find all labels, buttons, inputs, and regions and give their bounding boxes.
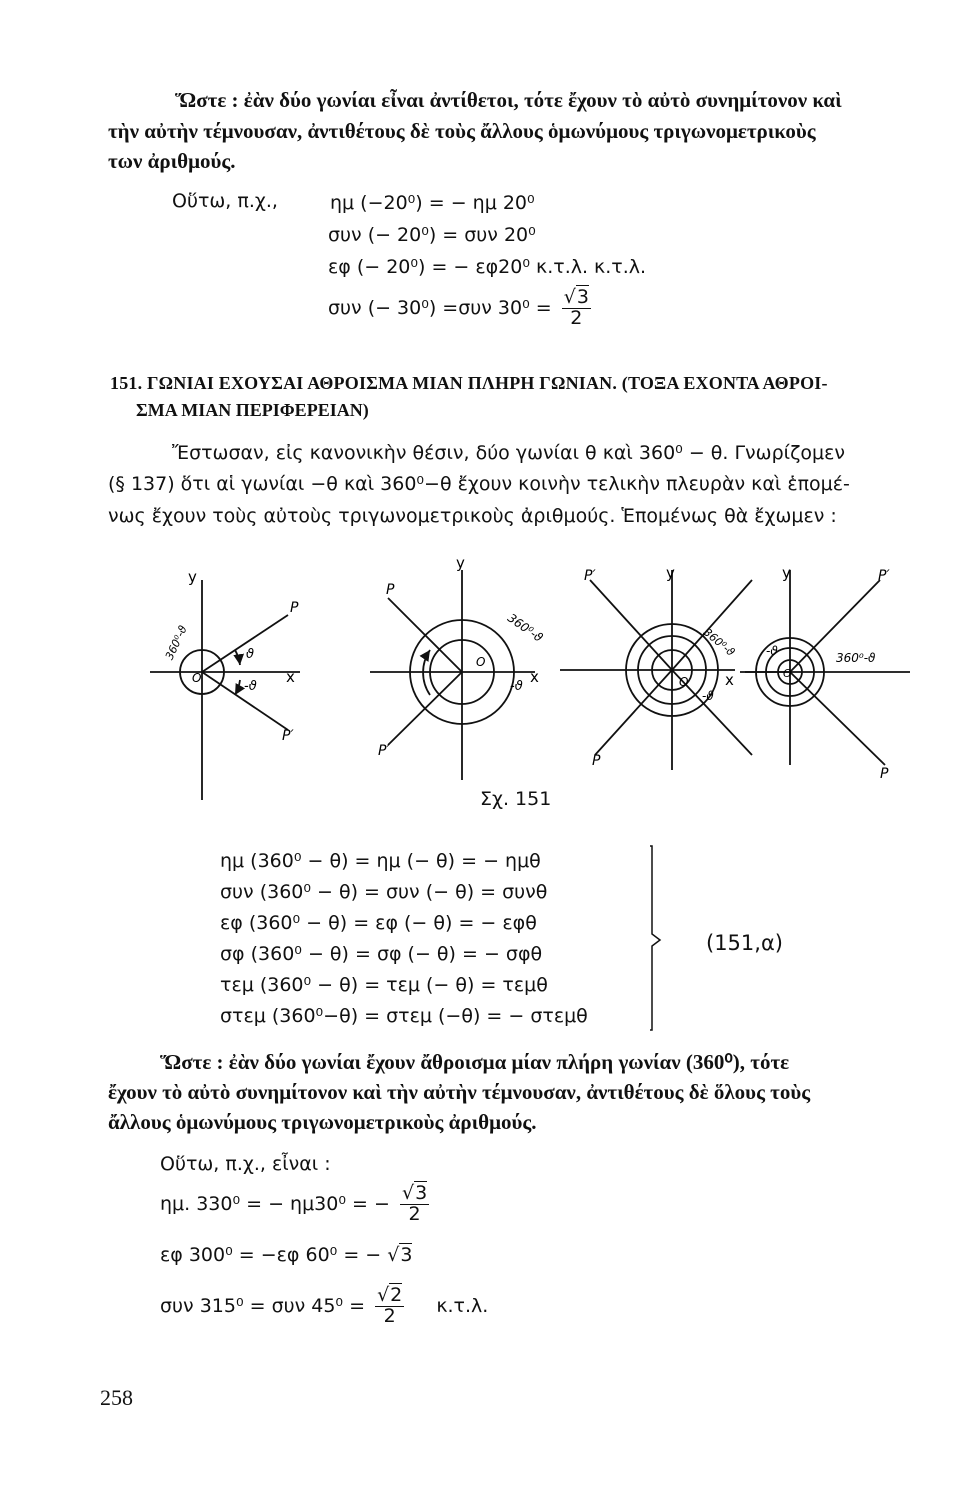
figure-caption: Σχ. 151: [480, 788, 552, 810]
panel4-o-label: O: [783, 667, 792, 680]
panel4-360-theta-label: 360⁰-ϑ: [836, 651, 876, 665]
identities-brace: [640, 842, 680, 1034]
section-para-line-1: Ἔστωσαν, εἰς κανονικὴν θέσιν, δύο γωνίαι θ καὶ 360⁰ − θ. Γνωρίζομεν: [172, 442, 846, 464]
example1-eq4-left: συν (− 30⁰) =συν 30⁰ =: [328, 296, 552, 319]
example1-eq4-num: 3: [576, 286, 589, 308]
panel2-p-prime-label: P′: [378, 743, 390, 759]
example1-eq2: συν (− 20⁰) = συν 20⁰: [328, 224, 536, 246]
panel2-p-label: P: [386, 582, 395, 598]
panel4-minus-theta-label: -ϑ: [766, 644, 778, 658]
conclusion-line-3: ἄλλους ὁμωνύμους τριγωνομετρικοὺς ἀριθμούς.: [108, 1110, 537, 1134]
panel2-minus-theta-label: -ϑ: [510, 679, 523, 694]
intro-line-3: των ἀριθμούς.: [108, 149, 236, 173]
panel1-minus-theta-label: -ϑ: [244, 679, 257, 694]
identity-row-cos: συν (360⁰ − θ) = συν (− θ) = συνθ: [220, 881, 548, 903]
example1-eq1: ημ (−20⁰) = − ημ 20⁰: [330, 192, 535, 214]
panel3-y-label: y: [666, 564, 675, 582]
example2-eq3: [160, 1286, 488, 1327]
example1-eq4-fraction: $\frac{√3}{2}$: [563, 286, 589, 329]
panel2-y-label: y: [456, 554, 465, 572]
panel3-p-prime-label: P′: [584, 568, 596, 584]
conclusion-line-2: ἔχουν τὸ αὐτὸ συνημίτονον καὶ τὴν αὐτὴν τέμνουσαν, ἀντιθέτους δὲ ὅλους τοὺς: [108, 1080, 811, 1104]
section-heading-line-1: 151. ΓΩΝΙΑΙ ΕΧΟΥΣΑΙ ΑΘΡΟΙΣΜΑ ΜΙΑΝ ΠΛΗΡΗ ΓΩΝΙΑΝ. (ΤΟΞΑ ΕΧΟΝΤΑ ΑΘΡΟΙ-: [110, 373, 828, 393]
panel3-minus-theta-label: -ϑ: [702, 689, 714, 703]
example2-eq1-fraction: $\frac{√3}{2}$: [401, 1182, 428, 1225]
example2-eq3-left: συν 315⁰ = συν 45⁰ =: [160, 1294, 366, 1317]
panel1-o-label: O: [192, 671, 202, 685]
example2-lead: Οὕτω, π.χ., εἶναι :: [160, 1153, 331, 1175]
panel1-x-label: x: [286, 668, 295, 686]
example2-eq2-root: 3: [400, 1244, 413, 1266]
example2-eq3-fraction: $\frac{√2}{2}$: [377, 1284, 403, 1327]
example2-eq1-den: 2: [408, 1202, 421, 1225]
identity-row-csc: στεμ (360⁰−θ) = στεμ (−θ) = − στεμθ: [220, 1005, 588, 1027]
panel3-o-label: O: [679, 675, 689, 689]
identity-row-sec: τεμ (360⁰ − θ) = τεμ (− θ) = τεμθ: [220, 974, 548, 996]
intro-line-1: Ὥστε : ἐὰν δύο γωνίαι εἶναι ἀντίθετοι, τότε ἔχουν τὸ αὐτὸ συνημίτονον καὶ: [175, 88, 842, 112]
panel2-o-label: O: [476, 655, 486, 669]
identities-block: [220, 846, 588, 1032]
panel2-360-theta-label: 360⁰-ϑ: [505, 610, 546, 645]
figure-panel-4: [740, 570, 910, 765]
panel1-p-prime-label: P′: [282, 728, 294, 744]
panel4-p-prime-label: P′: [878, 568, 890, 584]
figure-panel-1: [150, 580, 300, 800]
panel3-360-theta-label: 360⁰-ϑ: [701, 625, 738, 659]
example2-eq3-num: 2: [390, 1284, 403, 1306]
panel4-y-label: y: [782, 564, 791, 582]
panel3-x-label: x: [725, 671, 734, 689]
example2-eq1-num: 3: [415, 1182, 428, 1204]
conclusion-line-1: Ὥστε : ἐὰν δύο γωνίαι ἔχουν ἄθροισμα μίαν πλήρη γωνίαν (360⁰), τότε: [160, 1050, 790, 1074]
example2-eq2-left: εφ 300⁰ = −εφ 60⁰ = −: [160, 1244, 382, 1266]
example2-eq2: εφ 300⁰ = −εφ 60⁰ = − √3: [160, 1244, 413, 1266]
example1-lead: Οὕτω, π.χ.,: [172, 190, 278, 212]
section-heading-line-2: ΣΜΑ ΜΙΑΝ ΠΕΡΙΦΕΡΕΙΑΝ): [136, 400, 369, 420]
panel1-360-theta-label: 360⁰-ϑ: [162, 623, 190, 662]
example1-eq4-den: 2: [570, 306, 583, 329]
panel2-x-label: x: [530, 668, 539, 686]
figure-panel-3: [560, 570, 752, 770]
example1-eq3: εφ (− 20⁰) = − εφ20⁰ κ.τ.λ. κ.τ.λ.: [328, 256, 647, 278]
section-para-line-3: νως ἔχουν τοὺς αὐτοὺς τριγωνομετρικοὺς ἀριθμούς. Ἑπομένως θὰ ἔχωμεν :: [108, 505, 837, 527]
figure-151: [140, 550, 920, 810]
example2-eq3-tail: κ.τ.λ.: [436, 1294, 489, 1317]
intro-line-2: τὴν αὐτὴν τέμνουσαν, ἀντιθέτους δὲ τοὺς ἄλλους ὁμωνύμους τριγωνομετρικοὺς: [108, 119, 816, 143]
example1-eq4: [328, 288, 595, 329]
panel1-y-label: y: [188, 568, 197, 586]
example2-eq3-den: 2: [383, 1304, 396, 1327]
example2-eq1: [160, 1184, 433, 1225]
figure-panel-2: [370, 570, 535, 780]
panel3-p-label: P: [592, 753, 601, 769]
panel1-theta-label: ϑ: [246, 647, 255, 662]
page-number: 258: [100, 1385, 133, 1410]
panel4-p-label: P: [880, 766, 889, 782]
identity-row-tan: εφ (360⁰ − θ) = εφ (− θ) = − εφθ: [220, 912, 537, 934]
identity-row-cot: σφ (360⁰ − θ) = σφ (− θ) = − σφθ: [220, 943, 543, 965]
identities-label: (151,α): [706, 931, 783, 955]
section-para-line-2: (§ 137) ὅτι αἱ γωνίαι −θ καὶ 360⁰−θ ἔχουν κοινὴν τελικὴν πλευρὰν καὶ ἑπομέ-: [108, 473, 850, 495]
example2-eq1-left: ημ. 330⁰ = − ημ30⁰ = −: [160, 1192, 390, 1215]
panel1-p-label: P: [290, 600, 299, 616]
identity-row-sin: ημ (360⁰ − θ) = ημ (− θ) = − ημθ: [220, 850, 541, 872]
